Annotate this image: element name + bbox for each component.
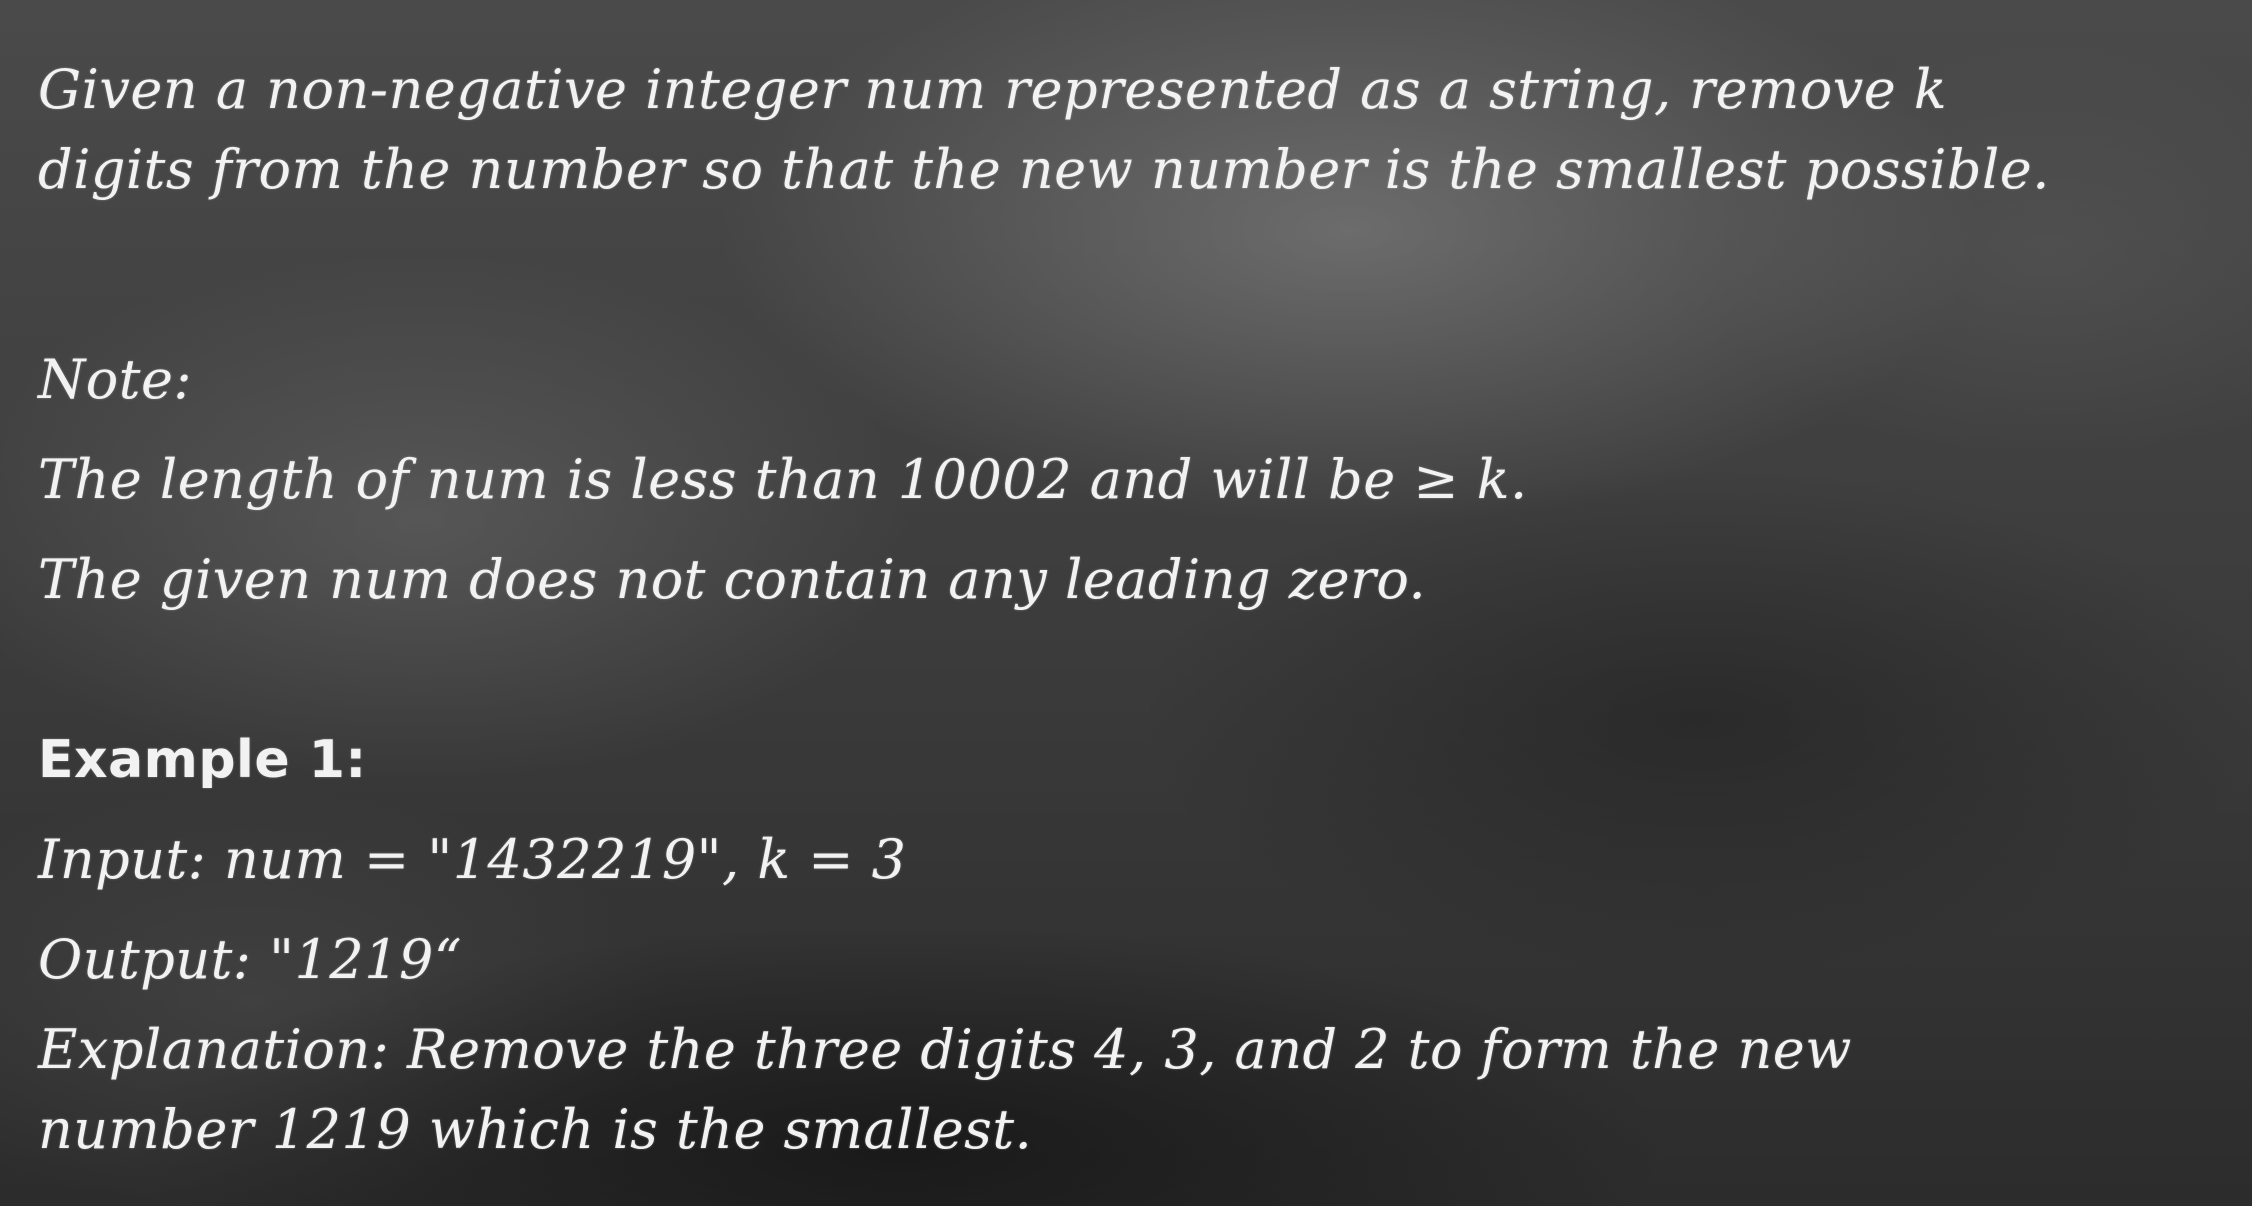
note-line-1: The length of num is less than 10002 and will be ≥ k. [38, 448, 1528, 511]
problem-line-1: Given a non-negative integer num represented as a string, remove k [38, 58, 1948, 121]
problem-line-2: digits from the number so that the new number is the smallest possible. [38, 138, 2050, 201]
example-input: Input: num = "1432219", k = 3 [38, 828, 907, 891]
note-line-2: The given num does not contain any leading zero. [38, 548, 1427, 611]
explanation-line-2: number 1219 which is the smallest. [38, 1098, 1033, 1161]
example-heading: Example 1: [38, 730, 367, 790]
example-output: Output: "1219“ [38, 928, 463, 991]
explanation-line-1: Explanation: Remove the three digits 4, 3, and 2 to form the new [38, 1018, 1852, 1081]
note-section [38, 330, 2238, 630]
note-heading: Note: [38, 348, 193, 411]
chalkboard-content [38, 50, 2238, 1170]
example-explanation [38, 1010, 2238, 1170]
problem-statement [38, 50, 2238, 210]
example-section [38, 710, 2238, 1170]
